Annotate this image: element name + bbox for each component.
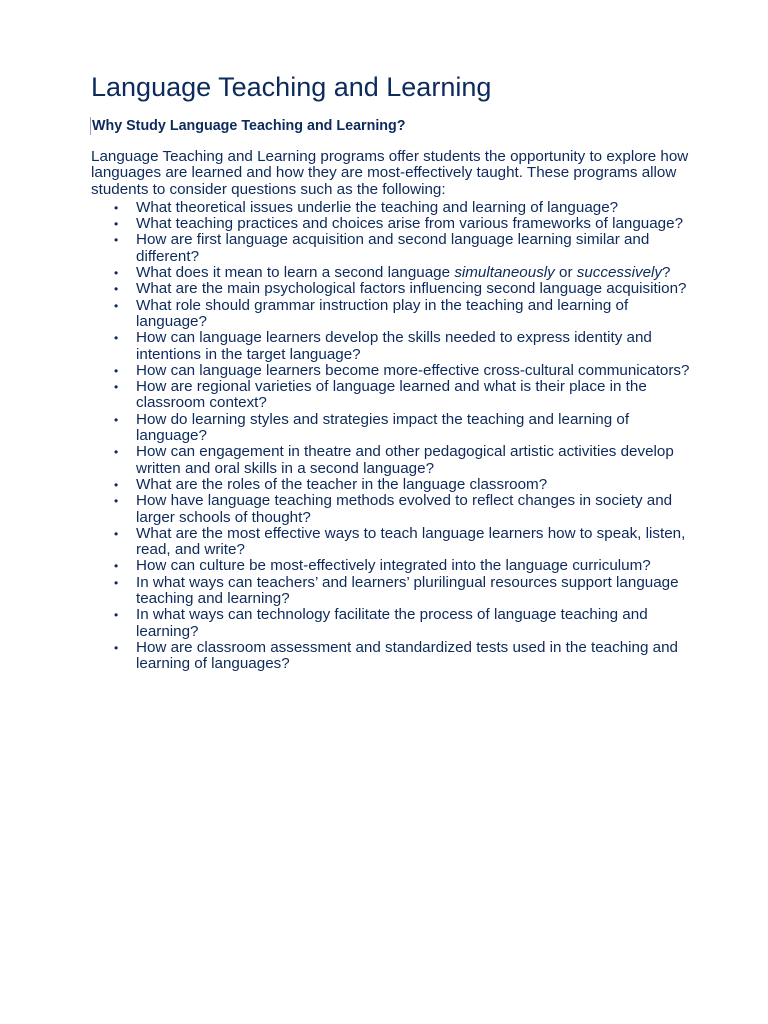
list-item-text: What theoretical issues underlie the teaching and learning of language? <box>136 198 619 216</box>
list-item-text: How can language learners develop the skills needed to express identity and intentions in the target language? <box>136 329 652 363</box>
list-item <box>114 524 691 559</box>
list-item-text-part: ? <box>661 264 671 282</box>
list-item <box>114 378 691 412</box>
list-item-text-part: or <box>554 264 577 282</box>
list-item-text-part: What does it mean to learn a second language <box>136 264 455 282</box>
bullet-icon: • <box>114 200 119 215</box>
list-item-text: How can language learners become more-effective cross-cultural communicators? <box>136 361 690 379</box>
list-item-text: How are regional varieties of language learned and what is their place in the classroom context? <box>136 378 647 412</box>
list-item-text: How have language teaching methods evolved to reflect changes in society and larger schools of thought? <box>136 492 673 526</box>
bullet-icon: • <box>114 640 119 655</box>
list-item <box>114 492 691 526</box>
list-item-text: What are the roles of the teacher in the language classroom? <box>136 475 548 493</box>
bullet-icon: • <box>114 380 119 395</box>
emphasis-successively: successively <box>576 264 662 282</box>
bullet-icon: • <box>114 331 119 346</box>
list-item <box>114 557 691 575</box>
bullet-icon: • <box>114 217 119 232</box>
bullet-icon: • <box>114 494 119 509</box>
list-item <box>114 198 691 216</box>
list-item <box>114 296 691 331</box>
list-item <box>114 361 691 379</box>
intro-paragraph: Language Teaching and Learning programs offer students the opportunity to explore how languages are learned and how they are most-effectively taught. These programs allow students to consider questions such as the following: <box>91 148 689 198</box>
list-item <box>114 573 691 608</box>
section-heading: Why Study Language Teaching and Learning? <box>90 117 691 135</box>
document-page <box>91 70 691 673</box>
bullet-icon: • <box>114 559 119 574</box>
list-item-text: What teaching practices and choices arise from various frameworks of language? <box>136 215 684 233</box>
list-item <box>114 215 691 233</box>
bullet-icon: • <box>114 282 119 297</box>
list-item-text: What are the most effective ways to teach language learners how to speak, listen, read, and write? <box>136 524 686 559</box>
list-item <box>114 410 691 445</box>
list-item-text: What role should grammar instruction play in the teaching and learning of language? <box>136 296 629 330</box>
bullet-icon: • <box>114 445 119 460</box>
list-item-text <box>136 264 670 281</box>
list-item <box>114 264 691 282</box>
list-item <box>114 475 691 493</box>
questions-list <box>91 200 691 673</box>
list-item-text: In what ways can teachers’ and learners’ plurilingual resources support language teaching and learning? <box>136 573 679 608</box>
list-item <box>114 231 691 265</box>
list-item-text: How do learning styles and strategies impact the teaching and learning of language? <box>136 410 630 445</box>
list-item-text: How can engagement in theatre and other pedagogical artistic activities develop written and oral skills in a second language? <box>136 443 674 477</box>
list-item-text: How can culture be most-effectively integrated into the language curriculum? <box>136 557 651 575</box>
list-item-text: What are the main psychological factors influencing second language acquisition? <box>136 280 687 298</box>
list-item <box>114 443 691 477</box>
emphasis-simultaneously: simultaneously <box>454 264 555 282</box>
bullet-icon: • <box>114 526 119 541</box>
list-item <box>114 280 691 298</box>
bullet-icon: • <box>114 412 119 427</box>
bullet-icon: • <box>114 608 119 623</box>
list-item-text: How are first language acquisition and second language learning similar and different? <box>136 231 650 265</box>
bullet-icon: • <box>114 477 119 492</box>
list-item <box>114 638 691 673</box>
list-item <box>114 606 691 640</box>
bullet-icon: • <box>114 233 119 248</box>
page-title: Language Teaching and Learning <box>91 72 492 102</box>
bullet-icon: • <box>114 266 119 281</box>
list-item-text: In what ways can technology facilitate the process of language teaching and learning? <box>136 606 648 640</box>
bullet-icon: • <box>114 575 119 590</box>
list-item <box>114 329 691 363</box>
bullet-icon: • <box>114 363 119 378</box>
bullet-icon: • <box>114 298 119 313</box>
list-item-text: How are classroom assessment and standardized tests used in the teaching and learning of languages? <box>136 638 678 673</box>
